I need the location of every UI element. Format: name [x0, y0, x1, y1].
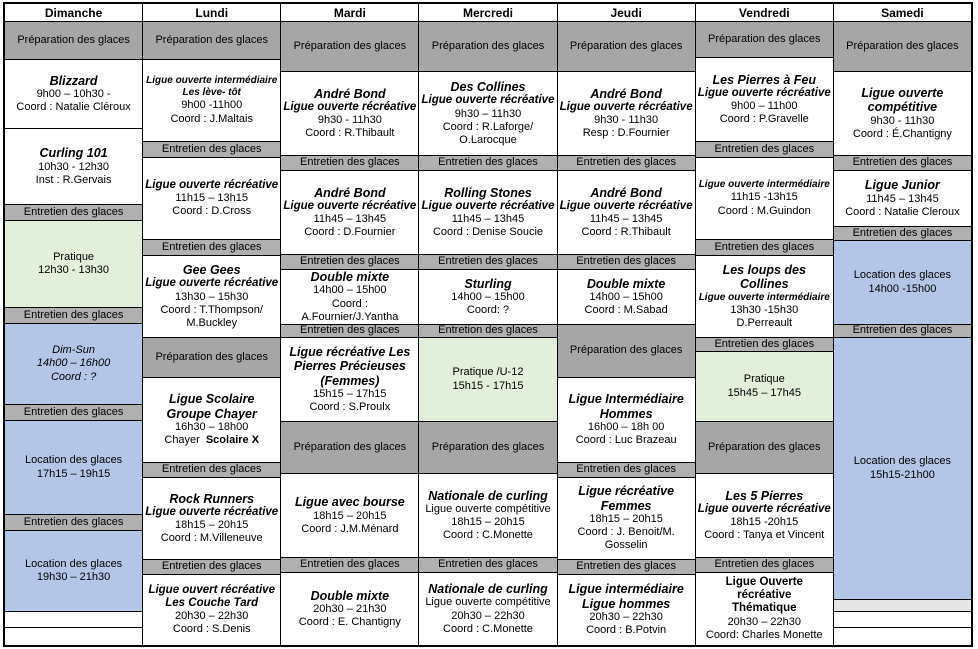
day-header: Mercredi: [419, 4, 556, 22]
cell-line: Coord : Denise Soucie: [432, 226, 544, 239]
cell-line: Préparation des glaces: [431, 440, 545, 453]
session-cell: [558, 72, 695, 156]
cell-line: 9h30 - 11h30: [870, 114, 935, 127]
cell-line: 20h30 – 21h30: [313, 603, 387, 615]
cell-line: Ligue ouverte récréative: [421, 199, 555, 212]
cell-line: 18h15 – 20h15: [313, 509, 387, 522]
session-cell: [143, 158, 280, 240]
cell-line: Coord : C.Monette: [443, 622, 533, 635]
cell-line: Blizzard: [49, 73, 98, 88]
cell-line: Coord : R.Laforge/: [442, 120, 534, 133]
cell-line: Coord : M.Sabad: [584, 304, 668, 317]
ice-maintenance-row: [558, 255, 695, 270]
cell-line: Entretien des glaces: [576, 463, 676, 476]
cell-line: O.Larocque: [459, 133, 517, 146]
cell-line: Groupe Chayer: [166, 406, 257, 421]
cell-line: 18h15 -20h15: [730, 516, 799, 529]
practice-cell: [5, 221, 142, 308]
cell-line: 11h15 – 13h15: [175, 191, 248, 204]
ice-maintenance-row: [696, 338, 833, 352]
ice-prep-row: [281, 22, 418, 72]
cell-line: M.Buckley: [186, 316, 238, 329]
session-cell: [558, 270, 695, 325]
day-column-lundi: [143, 4, 281, 645]
cell-line: Préparation des glaces: [431, 39, 545, 52]
cell-line: Ligue ouverte intermédiaire: [698, 179, 830, 191]
cell-line: Ligue intermédiaire: [568, 582, 684, 597]
session-cell: [281, 573, 418, 645]
cell-line: Entretion des glaces: [438, 325, 538, 337]
ice-maintenance-row: [281, 255, 418, 270]
cell-line: Entretien des glaces: [852, 156, 953, 169]
cell-line: 9h30 – 11h30: [454, 107, 522, 120]
ice-maintenance-row: [696, 558, 833, 573]
day-header: Lundi: [143, 4, 280, 22]
cell-line: Entretien des glaces: [852, 227, 953, 239]
cell-line: A.Fournier/J.Yantha: [301, 310, 399, 323]
cell-line: Entretien des glaces: [161, 240, 262, 253]
cell-line: Ligue Scolaire: [168, 392, 255, 407]
cell-line: Ligue ouverte compétitive: [425, 502, 551, 515]
cell-line: Ligue ouverte récréative: [697, 502, 831, 515]
ice-prep-row: [419, 22, 556, 72]
cell-line: Préparation des glaces: [293, 440, 407, 453]
cell-line: Coord : Tanya et Vincent: [704, 529, 825, 542]
day-column-vendredi: [696, 4, 834, 645]
cell-line: Coord : D.Cross: [172, 205, 252, 218]
cell-line: 17h15 – 19h15: [36, 467, 111, 480]
ice-rental-cell: [834, 241, 971, 325]
cell-line: 13h30 -15h30: [730, 303, 799, 316]
cell-line: Préparation des glaces: [155, 33, 268, 46]
day-column-mardi: [281, 4, 419, 645]
cell-line: Préparation des glaces: [708, 32, 821, 45]
ice-maintenance-row: [143, 240, 280, 256]
cell-line: Ligue ouvert récréative: [148, 583, 275, 596]
cell-line: Entretien des glaces: [23, 405, 124, 418]
spacer-strip: [834, 600, 971, 612]
session-cell: [281, 270, 418, 325]
session-cell: [419, 270, 556, 325]
cell-line: Ligue hommes: [582, 596, 671, 611]
cell-line: Entretien des glaces: [714, 558, 815, 571]
cell-line: Ligue ouverte récréative: [283, 199, 417, 212]
ice-maintenance-row: [696, 142, 833, 158]
cell-line: Coord : D.Fournier: [304, 226, 396, 239]
ice-maintenance-row: [419, 558, 556, 573]
cell-line: 20h30 – 22h30: [451, 609, 525, 622]
cell-line: 9h00 -11h00: [181, 99, 243, 112]
ice-rental-cell: [5, 421, 142, 515]
ice-maintenance-row: [834, 227, 971, 241]
session-cell: [281, 171, 418, 255]
cell-line: Entretien des glaces: [438, 558, 538, 571]
session-cell: [834, 72, 971, 156]
cell-line: 15h45 – 17h45: [727, 386, 801, 399]
ice-rental-cell: [5, 324, 142, 405]
session-cell: [281, 474, 418, 558]
ice-prep-row: [419, 422, 556, 474]
cell-line: Entretien des glaces: [161, 560, 262, 573]
cell-line: 14h00 – 15h00: [451, 291, 525, 303]
cell-line: 16h30 – 18h00: [175, 421, 249, 434]
cell-line: Ligue ouverte intermédiaire: [146, 75, 278, 87]
cell-line: Entretien des glaces: [714, 338, 815, 350]
cell-line: 15h15 – 17h15: [313, 387, 387, 400]
cell-line: Location des glaces: [24, 454, 123, 467]
practice-cell: [419, 338, 556, 422]
session-cell: [281, 338, 418, 422]
cell-line: Coord :: [331, 297, 368, 310]
ice-maintenance-row: [834, 156, 971, 171]
ice-maintenance-row: [419, 325, 556, 338]
cell-line: Entretien des glaces: [161, 463, 262, 476]
cell-line: Coord : J. Benoit/M.: [577, 526, 675, 539]
ice-prep-row: [558, 22, 695, 72]
ice-maintenance-row: [419, 156, 556, 171]
cell-line: Double mixte: [310, 588, 390, 603]
ice-maintenance-row: [143, 463, 280, 478]
cell-line: Hommes: [599, 406, 653, 421]
session-cell: [558, 378, 695, 463]
cell-line: Coord: Charles Monette: [705, 628, 823, 641]
cell-line: Gosselin: [604, 539, 648, 552]
cell-line: Entretien des glaces: [576, 560, 676, 573]
cell-line: 18h15 – 20h15: [451, 516, 525, 529]
session-cell: [558, 575, 695, 645]
cell-line: 20h30 – 22h30: [589, 611, 663, 624]
cell-line: Coord : P.Gravelle: [719, 113, 809, 126]
cell-line: [164, 434, 259, 447]
cell-line: Rock Runners: [169, 491, 255, 506]
ice-maintenance-row: [5, 308, 142, 324]
cell-line: Coord : ?: [50, 370, 97, 383]
cell-line: Coord: ?: [466, 304, 510, 317]
ice-maintenance-row: [5, 515, 142, 531]
session-cell: [143, 60, 280, 142]
cell-line: Ligue ouverte récréative: [145, 178, 279, 191]
cell-line: Préparation des glaces: [569, 344, 683, 357]
cell-line: Coord : É.Chantigny: [852, 127, 952, 140]
cell-line: Ligue ouverte récréative: [145, 505, 279, 518]
cell-line: Location des glaces: [853, 455, 952, 468]
session-cell: [696, 58, 833, 142]
ice-prep-row: [696, 422, 833, 474]
cell-line: Coord : J.Maltais: [170, 112, 253, 125]
cell-line: Thématique: [732, 602, 797, 615]
cell-line: 9h00 – 11h00: [731, 100, 798, 113]
cell-line: Location des glaces: [24, 557, 123, 570]
ice-maintenance-row: [558, 156, 695, 171]
cell-line-part: Chayer: [164, 434, 200, 447]
session-cell: [419, 72, 556, 156]
cell-line: André Bond: [314, 185, 386, 200]
cell-line: Pratique /U-12: [452, 366, 524, 379]
day-header: Samedi: [834, 4, 971, 22]
cell-line: Curling 101: [39, 146, 108, 161]
ice-maintenance-row: [281, 558, 418, 573]
cell-line: Entretien des glaces: [23, 205, 124, 218]
cell-line: Resp : D.Fournier: [582, 127, 670, 140]
empty-row: [5, 628, 142, 645]
cell-line: 15h15-21h00: [869, 468, 935, 481]
cell-line: Ligue récréative: [578, 484, 675, 499]
session-cell: [834, 171, 971, 227]
day-column-mercredi: [419, 4, 557, 645]
cell-line: Location des glaces: [853, 269, 952, 282]
cell-line: Entretien des glaces: [714, 142, 815, 155]
cell-line: Entretien des glaces: [23, 308, 124, 321]
cell-line: Entretien des glaces: [161, 142, 262, 155]
ice-maintenance-row: [143, 142, 280, 158]
ice-maintenance-row: [696, 240, 833, 256]
session-cell: [143, 478, 280, 560]
cell-line: Coord : M.Villeneuve: [160, 532, 263, 545]
cell-line: 11h45 – 13h45: [451, 213, 525, 226]
session-cell: [281, 72, 418, 156]
ice-prep-row: [5, 22, 142, 60]
ice-maintenance-row: [419, 255, 556, 270]
cell-line: Préparation des glaces: [155, 350, 268, 363]
cell-line: Entretien des glaces: [300, 156, 400, 169]
day-header: Dimanche: [5, 4, 142, 22]
cell-line: 9h00 – 10h30 -: [36, 88, 111, 100]
cell-line: 11h45 – 13h45: [313, 213, 387, 226]
cell-line: Entretien des glaces: [438, 255, 538, 268]
cell-line: Préparation des glaces: [846, 39, 959, 52]
cell-line: 14h00 -15h00: [868, 282, 937, 295]
ice-maintenance-row: [558, 560, 695, 575]
cell-line: André Bond: [590, 86, 662, 101]
cell-line: Ligue ouverte récréative: [283, 100, 417, 113]
cell-line: Coord : Natalie Cleroux: [845, 205, 960, 218]
session-cell: [143, 378, 280, 463]
cell-line: Les 5 Pierres: [725, 488, 804, 503]
ice-maintenance-row: [558, 463, 695, 478]
session-cell: [419, 171, 556, 255]
cell-line: Entretien des glaces: [300, 255, 400, 268]
cell-line: 9h30 - 11h30: [594, 114, 659, 127]
empty-row: [5, 612, 142, 628]
cell-line: Coord : J.M.Ménard: [301, 522, 399, 535]
cell-line: Ligue ouverte compétitive: [425, 596, 551, 609]
session-cell: [696, 573, 833, 645]
cell-line: Gee Gees: [182, 262, 241, 277]
cell-line: Entretien des glaces: [576, 255, 676, 268]
cell-line: Ligue ouverte intermédiaire: [698, 291, 830, 303]
day-column-jeudi: [558, 4, 696, 645]
empty-row: [834, 612, 971, 628]
cell-line: André Bond: [590, 185, 662, 200]
cell-line: Entretien des glaces: [576, 156, 676, 169]
session-cell: [5, 60, 142, 129]
session-cell: [419, 573, 556, 645]
cell-line: Nationale de curling: [428, 582, 548, 597]
cell-line: Ligue Intermédiaire: [568, 392, 684, 407]
cell-line: Préparation des glaces: [17, 33, 130, 46]
cell-line: Entretien des glaces: [852, 325, 953, 337]
cell-line: Ligue ouverte récréative: [145, 277, 279, 290]
cell-line: Inst : R.Gervais: [35, 173, 112, 186]
cell-line: Pratique: [53, 250, 95, 263]
cell-line: Coord : E. Chantigny: [298, 616, 401, 629]
session-cell: [5, 129, 142, 205]
cell-line: Pratique: [743, 373, 785, 386]
cell-line: 11h45 – 13h45: [589, 213, 663, 226]
cell-line: Ligue Ouverte récréative: [725, 575, 803, 602]
day-header: Vendredi: [696, 4, 833, 22]
cell-line: Ligue ouverte récréative: [559, 100, 693, 113]
cell-line: 14h00 – 15h00: [313, 284, 387, 297]
session-cell: [696, 474, 833, 558]
cell-line: Coord : B.Potvin: [586, 624, 667, 637]
day-header: Jeudi: [558, 4, 695, 22]
ice-prep-row: [143, 338, 280, 378]
session-cell: [696, 256, 833, 338]
cell-line: D.Perreault: [736, 316, 793, 329]
empty-row: [834, 628, 971, 645]
cell-line: Sturling: [464, 276, 512, 291]
cell-line: 15h15 - 17h15: [452, 379, 524, 392]
cell-line: Femmes: [600, 498, 652, 513]
cell-line: Double mixte: [310, 270, 390, 285]
session-cell: [558, 171, 695, 255]
ice-maintenance-row: [5, 205, 142, 221]
cell-line: 9h30 - 11h30: [317, 114, 382, 127]
cell-line: Ligue ouverte récréative: [697, 86, 831, 99]
cell-line: Coord : Luc Brazeau: [575, 434, 677, 447]
cell-line: Dim-Sun: [52, 344, 95, 357]
cell-line: 18h15 – 20h15: [589, 513, 663, 526]
ice-prep-row: [558, 325, 695, 378]
cell-line: André Bond: [314, 86, 386, 101]
cell-line: Coord : C.Monette: [443, 529, 533, 542]
weekly-schedule-table: [3, 2, 973, 647]
cell-line: Ligue ouverte: [861, 85, 944, 100]
session-cell: [419, 474, 556, 558]
cell-line: Les loups des Collines: [722, 262, 806, 292]
cell-line: Ligue récréative Les Pierres Précieuses (Femmes): [289, 344, 411, 388]
cell-line: Coord : R.Thibault: [305, 127, 395, 140]
day-column-samedi: [834, 4, 971, 645]
ice-maintenance-row: [281, 325, 418, 338]
cell-line: Coord : M.Guindon: [717, 204, 811, 217]
cell-line-part: Scolaire X: [205, 434, 260, 447]
session-cell: [558, 478, 695, 560]
ice-prep-row: [143, 22, 280, 60]
cell-line: Entretien des glaces: [23, 515, 124, 528]
cell-line: Nationale de curling: [428, 488, 548, 503]
cell-line: 10h30 - 12h30: [38, 160, 110, 173]
ice-maintenance-row: [281, 156, 418, 171]
ice-maintenance-row: [834, 325, 971, 338]
cell-line: Ligue Junior: [864, 178, 940, 193]
cell-line: Coord : Natalie Cléroux: [16, 101, 131, 114]
cell-line: 20h30 – 22h30: [175, 610, 249, 623]
cell-line: Entretien des glaces: [714, 240, 815, 253]
cell-line: 13h30 – 15h30: [175, 290, 249, 303]
ice-prep-row: [834, 22, 971, 72]
cell-line: Coord : S.Proulx: [309, 401, 391, 414]
day-header: Mardi: [281, 4, 418, 22]
cell-line: 14h00 – 16h00: [36, 357, 111, 370]
cell-line: Ligue ouverte récréative: [559, 199, 693, 212]
cell-line: 20h30 – 22h30: [727, 615, 801, 628]
cell-line: Coord : R.Thibault: [581, 226, 671, 239]
cell-line: 16h00 – 18h 00: [587, 421, 665, 434]
cell-line: Préparation des glaces: [708, 440, 821, 453]
cell-line: Coord : S.Denis: [172, 623, 251, 636]
cell-line: Double mixte: [586, 276, 666, 291]
cell-line: 11h15 -13h15: [730, 191, 798, 204]
practice-cell: [696, 352, 833, 422]
cell-line: 18h15 – 20h15: [175, 519, 249, 532]
cell-line: 19h30 – 21h30: [36, 571, 111, 583]
cell-line: 12h30 - 13h30: [38, 264, 110, 276]
session-cell: [143, 575, 280, 645]
cell-line: Les Pierres à Feu: [712, 72, 817, 87]
session-cell: [143, 256, 280, 338]
cell-line: Ligue ouverte récréative: [421, 94, 555, 107]
cell-line: Ligue avec bourse: [294, 495, 405, 510]
cell-line: Entretien des glaces: [300, 325, 400, 337]
ice-prep-row: [281, 422, 418, 474]
ice-maintenance-row: [5, 405, 142, 421]
ice-maintenance-row: [143, 560, 280, 575]
cell-line: Coord : T.Thompson/: [160, 303, 263, 316]
ice-prep-row: [696, 22, 833, 58]
cell-line: Rolling Stones: [444, 185, 532, 200]
cell-line: compétitive: [867, 100, 938, 115]
cell-line: Entretien des glaces: [438, 156, 538, 169]
ice-rental-cell: [5, 531, 142, 612]
cell-line: Préparation des glaces: [569, 39, 683, 52]
ice-rental-cell: [834, 338, 971, 600]
cell-line: 14h00 – 15h00: [589, 291, 663, 303]
day-column-dimanche: [5, 4, 143, 645]
cell-line: Des Collines: [450, 79, 526, 94]
cell-line: Les lève- tôt: [182, 87, 241, 99]
session-cell: [696, 158, 833, 240]
cell-line: Entretien des glaces: [300, 558, 400, 571]
cell-line: Les Couche Tard: [165, 596, 259, 609]
cell-line: Préparation des glaces: [293, 39, 407, 52]
cell-line: 11h45 – 13h45: [866, 192, 939, 205]
